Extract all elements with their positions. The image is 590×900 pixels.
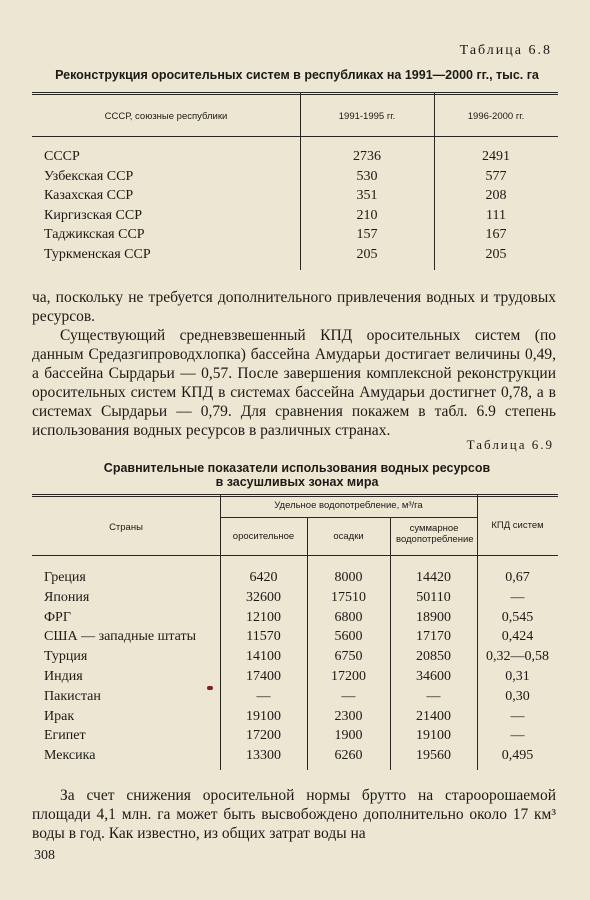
table-row-label: Туркменская ССР: [44, 246, 151, 262]
table-cell: 17400: [246, 669, 281, 684]
table-row-label: Пакистан: [44, 688, 101, 704]
table-cell: —: [510, 589, 525, 605]
table-row-label: Греция: [44, 570, 86, 585]
paragraph-savings-text: За счет снижения оросительной нормы брутто на староорошаемой площади 4,1 млн. га может быть высвобождено дополнительно около 17 км³ воды в год. Как известно, из общих затрат воды на: [32, 787, 556, 842]
header-irrigation: оросительное: [232, 531, 295, 542]
paragraph-savings: [32, 786, 556, 843]
table-cell: —: [426, 688, 441, 704]
table-cell: 205: [356, 246, 378, 262]
table-cell: 0,31: [505, 669, 530, 684]
table-cell: 1900: [334, 728, 363, 744]
table-cell: 21400: [416, 708, 451, 724]
table-row-label: США — западные штаты: [44, 629, 197, 645]
table-row-label: Египет: [44, 728, 86, 744]
table-row-label: Мексика: [44, 748, 96, 764]
table-row-label: Казахская ССР: [44, 188, 134, 203]
table-row-label: Таджикская ССР: [44, 227, 145, 242]
group-header-rule: [220, 517, 477, 518]
table-cell: 210: [356, 207, 378, 223]
table-cell: 17510: [331, 589, 366, 605]
paragraph-kpd-text: Существующий средневзвешенный КПД оросительных систем (по данным Средазгипроводхлопка) бассейна Амударьи достигает величины 0,49, а бассейна Сырдарьи — 0,57. После завершения комплексной реконструкции оросительных систем КПД в системах бассейна Амударьи достигнет 0,78, а в системах Сырдарьи — 0,79. Для сравнения покажем в табл. 6.9 степень использования водных ресурсов в различных странах.: [32, 327, 556, 439]
table-cell: 0,67: [505, 570, 530, 585]
table-cell: 0,30: [505, 688, 530, 704]
table-cell: 111: [486, 207, 506, 223]
table-cell: 14420: [416, 570, 451, 585]
table-cell: 5600: [334, 629, 363, 645]
table-cell: 20850: [416, 649, 451, 665]
table-row-label: Киргизская ССР: [44, 207, 143, 223]
table-top-rule: [32, 94, 558, 95]
table-cell: —: [510, 728, 525, 744]
header-total: суммарное водопотребление: [396, 523, 474, 545]
table-cell: 351: [356, 188, 378, 203]
paragraph-kpd: [32, 326, 556, 440]
header-1996-2000: 1996-2000 гг.: [467, 111, 525, 122]
table-cell: —: [510, 708, 525, 724]
table-6-8-number: Таблица 6.8: [459, 43, 552, 58]
table-cell: 6750: [334, 649, 363, 665]
table-row-label: ФРГ: [44, 609, 71, 625]
table-row-label: Япония: [44, 589, 90, 605]
table-cell: 0,545: [501, 609, 534, 625]
header-precipitation: осадки: [333, 531, 364, 542]
table-cell: 19100: [416, 728, 451, 744]
table-row-label: Индия: [44, 669, 83, 684]
table-cell: 11570: [246, 629, 281, 645]
table-cell: 6800: [334, 609, 363, 625]
table-cell: —: [256, 688, 271, 704]
table-cell: 6420: [249, 570, 278, 585]
header-republics: СССР, союзные республики: [104, 111, 228, 122]
table-6-9-caption-line2: в засушливых зонах мира: [215, 475, 379, 489]
table-cell: 2491: [482, 149, 510, 164]
table-row-label: Ирак: [44, 708, 75, 724]
table-cell: 34600: [416, 669, 451, 684]
table-cell: 8000: [334, 570, 363, 585]
table-cell: 2300: [334, 708, 363, 724]
table-row-label: Узбекская ССР: [44, 168, 134, 184]
header-rule: [32, 555, 558, 556]
table-row-label: Турция: [44, 649, 88, 665]
ink-mark: [207, 686, 213, 690]
table-cell: 205: [485, 246, 507, 262]
table-6-9-caption-line1: Сравнительные показатели использования водных ресурсов: [103, 461, 491, 475]
table-cell: 13300: [246, 748, 281, 764]
header-1991-1995: 1991-1995 гг.: [338, 111, 396, 122]
table-cell: 19560: [416, 748, 451, 764]
table-top-rule: [32, 496, 558, 497]
table-top-rule: [32, 494, 558, 495]
page-number: 308: [34, 848, 55, 863]
header-kpd: КПД систем: [491, 520, 544, 531]
table-cell: 17200: [331, 669, 366, 684]
table-cell: 32600: [246, 589, 281, 605]
table-cell: 530: [356, 168, 378, 184]
table-cell: 208: [485, 188, 507, 203]
table-cell: 167: [485, 227, 507, 242]
table-cell: 157: [356, 227, 378, 242]
table-cell: 14100: [246, 649, 281, 665]
table-cell: 0,32—0,58: [486, 649, 549, 665]
table-cell: 19100: [246, 708, 281, 724]
table-cell: 17170: [416, 629, 451, 645]
header-countries: Страны: [109, 522, 143, 533]
table-cell: 2736: [353, 149, 381, 164]
paragraph-continuation: ча, поскольку не требуется дополнительного привлечения водных и трудовых ресурсов.: [32, 289, 556, 325]
table-cell: 577: [485, 168, 507, 184]
table-cell: 12100: [246, 609, 281, 625]
table-top-rule: [32, 92, 558, 93]
table-6-9-caption: [32, 461, 562, 489]
header-rule: [32, 136, 558, 137]
table-row-label: СССР: [44, 149, 80, 164]
table-cell: 17200: [246, 728, 281, 744]
table-6-9-number: Таблица 6.9: [466, 437, 554, 452]
table-cell: 6260: [334, 748, 363, 764]
table-cell: 18900: [416, 609, 451, 625]
header-water-use: Удельное водопотребление, м³/га: [274, 500, 423, 511]
table-cell: —: [341, 688, 356, 704]
table-cell: 50110: [416, 589, 451, 605]
table-cell: 0,424: [501, 629, 534, 645]
table-cell: 0,495: [501, 748, 534, 764]
table-6-8-caption: Реконструкция оросительных систем в республиках на 1991—2000 гг., тыс. га: [55, 68, 539, 82]
